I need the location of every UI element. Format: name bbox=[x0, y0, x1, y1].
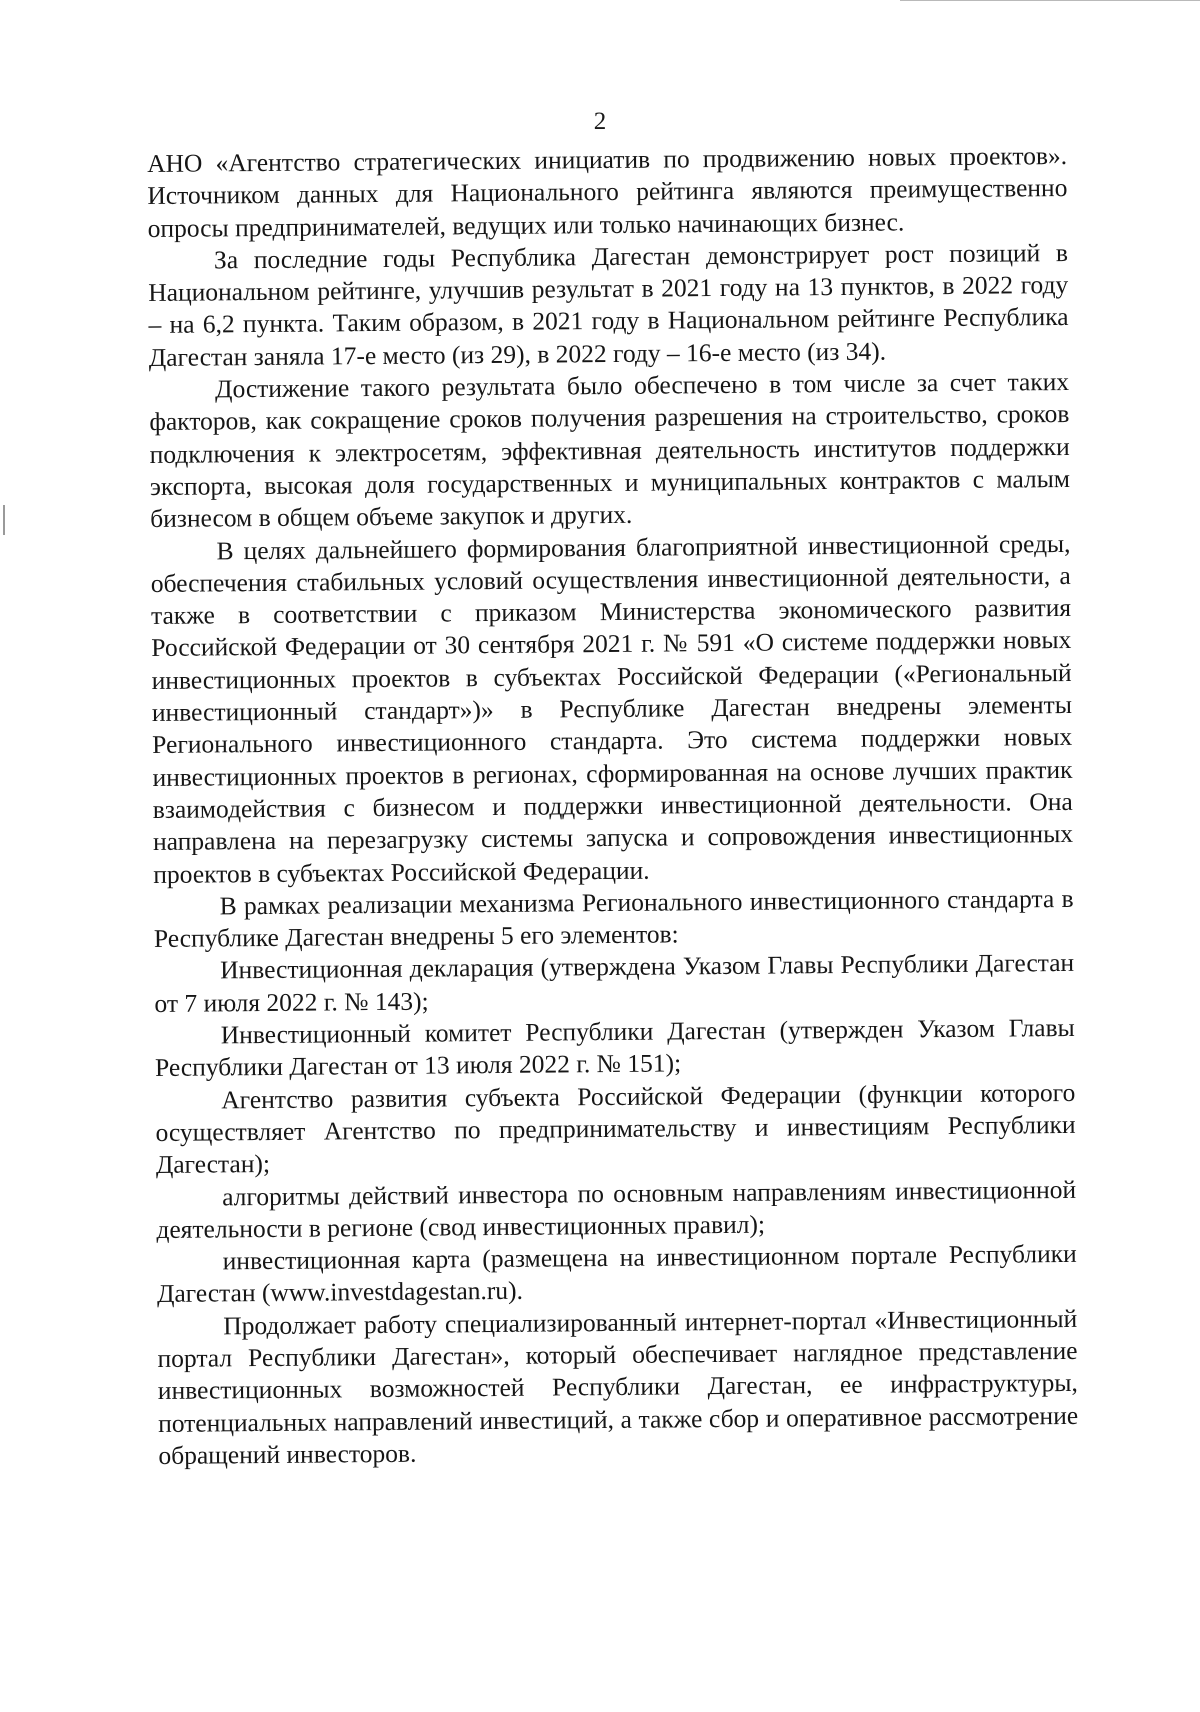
paragraph-portal: Продолжает работу специализированный интернет-портал «Инвестиционный портал Республики Дагестан», который обеспечивает наглядное представление инвестиционных возможностей Республики Дагестан, ее инфраструктуры, потенциальных направлений инвестиций, а также сбор и оперативное рассмотрение обращений инвесторов. bbox=[157, 1303, 1079, 1470]
paragraph-1: АНО «Агентство стратегических инициатив по продвижению новых проектов». Источником данных для Национального рейтинга являются преимущественно опросы предпринимателей, ведущих или только начинающих бизнес. bbox=[147, 140, 1068, 243]
body-text bbox=[147, 140, 1079, 1472]
scan-edge-line bbox=[900, 0, 1200, 1]
paragraph-3: Достижение такого результата было обеспечено в том числе за счет таких факторов, как сокращение сроков получения разрешения на строительство, сроков подключения к электросетям, эффективная деятельность институтов поддержки экспорта, высокая доля государственных и муниципальных контрактов с малым бизнесом в общем объеме закупок и других. bbox=[149, 367, 1071, 534]
paragraph-5: В рамках реализации механизма Регионального инвестиционного стандарта в Республике Дагестан внедрены 5 его элементов: bbox=[153, 883, 1074, 954]
paragraph-4: В целях дальнейшего формирования благоприятной инвестиционной среды, обеспечения стабильных условий осуществления инвестиционной деятельности, а также в соответствии с приказом Министерства экономического развития Российской Федерации от 30 сентября 2021 г. № 591 «О системе поддержки новых инвестиционных проектов в субъектах Российской Федерации («Региональный инвестиционный стандарт»)» в Республике Дагестан внедрены элементы Регионального инвестиционного стандарта. Это система поддержки новых инвестиционных проектов в регионах, сформированная на основе лучших практик взаимодействия с бизнесом и поддержки инвестиционной деятельности. Она направлена на перезагрузку системы запуска и сопровождения инвестиционных проектов в субъектах Российской Федерации. bbox=[150, 528, 1074, 889]
list-item-investment-map: инвестиционная карта (размещена на инвестиционном портале Республики Дагестан (www.investdagestan.ru). bbox=[156, 1239, 1077, 1309]
scan-margin-mark bbox=[3, 505, 5, 535]
list-item-agency: Агентство развития субъекта Российской Федерации (функции которого осуществляет Агентство по предпринимательству и инвестициям Республики Дагестан); bbox=[155, 1077, 1076, 1180]
page-number: 2 bbox=[593, 108, 607, 135]
paragraph-2: За последние годы Республика Дагестан демонстрирует рост позиций в Национальном рейтинге, улучшив результат в 2021 году на 13 пунктов, в 2022 году – на 6,2 пункта. Таким образом, в 2021 году в Национальном рейтинге Республика Дагестан заняла 17-е место (из 29), в 2022 году – 16-е место (из 34). bbox=[148, 237, 1069, 372]
list-item-declaration: Инвестиционная декларация (утверждена Указом Главы Республики Дагестан от 7 июля 2022 г. № 143); bbox=[154, 948, 1075, 1018]
list-item-committee: Инвестиционный комитет Республики Дагестан (утвержден Указом Главы Республики Дагестан от 13 июля 2022 г. № 151); bbox=[154, 1012, 1075, 1083]
list-item-algorithms: алгоритмы действий инвестора по основным направлениям инвестиционной деятельности в регионе (свод инвестиционных правил); bbox=[156, 1174, 1077, 1244]
